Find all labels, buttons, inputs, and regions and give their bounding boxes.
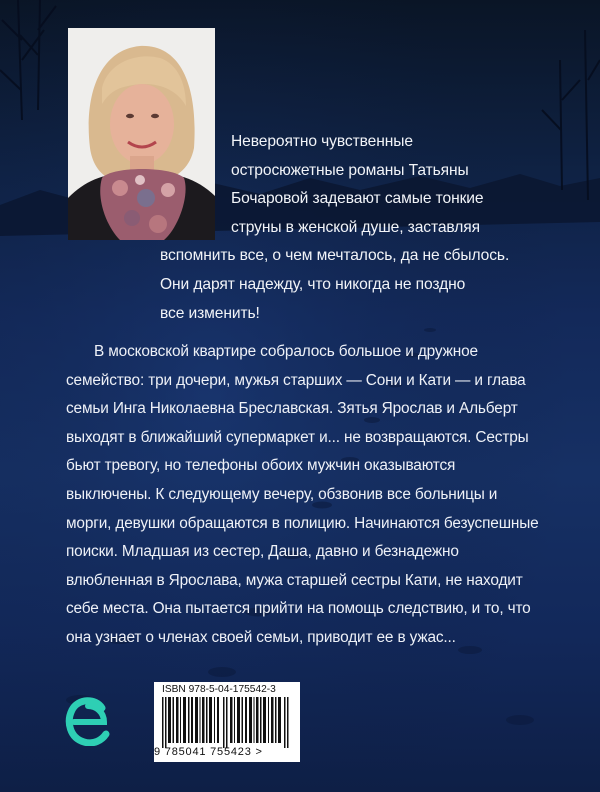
barcode-number: 9 785041 755423 > xyxy=(154,746,263,758)
synopsis-line: выходят в ближайший супермаркет и... не возвращаются. Сестры xyxy=(66,428,529,446)
synopsis-line: морги, девушки обращаются в полицию. Начинаются безуспешные xyxy=(66,514,539,532)
isbn-barcode-block xyxy=(154,682,300,762)
synopsis-line: семейство: три дочери, мужья старших — Сони и Кати — и глава xyxy=(66,371,526,389)
synopsis-line: она узнает о членах своей семьи, приводит ее в ужас... xyxy=(66,628,456,646)
synopsis-line: поиски. Младшая из сестер, Даша, давно и безнадежно xyxy=(66,543,459,561)
quote-line: вспомнить все, о чем мечталось, да не сбылось. xyxy=(160,247,510,265)
synopsis-line: В московской квартире собралось большое и дружное xyxy=(94,343,478,360)
quote-line: Невероятно чувственные xyxy=(231,133,413,150)
synopsis-line: влюбленная в Ярослава, мужа старшей сестры Кати, не находит xyxy=(66,571,523,589)
synopsis-line: выключены. К следующему вечеру, обзвонив все больницы и xyxy=(66,485,498,503)
isbn-label: ISBN 978-5-04-175542-3 xyxy=(162,684,276,695)
barcode-icon xyxy=(162,697,290,748)
publisher-logo-icon xyxy=(64,694,110,746)
quote-line: остросюжетные романы Татьяны xyxy=(231,161,469,179)
quote-line: все изменить! xyxy=(160,304,260,322)
synopsis-line: семьи Инга Николаевна Бреславская. Зятья Ярослав и Альберт xyxy=(66,400,518,418)
quote-line: Они дарят надежду, что никогда не поздно xyxy=(160,275,466,293)
author-photo xyxy=(68,28,215,240)
synopsis-line: бьют тревогу, но телефоны обоих мужчин оказываются xyxy=(66,457,456,475)
synopsis-line: себе места. Она пытается прийти на помощь следствию, и то, что xyxy=(66,600,531,618)
author-praise-quote xyxy=(160,128,510,328)
quote-line: струны в женской душе, заставляя xyxy=(231,218,480,236)
quote-line: Бочаровой задевают самые тонкие xyxy=(231,190,484,208)
book-synopsis xyxy=(66,338,546,653)
